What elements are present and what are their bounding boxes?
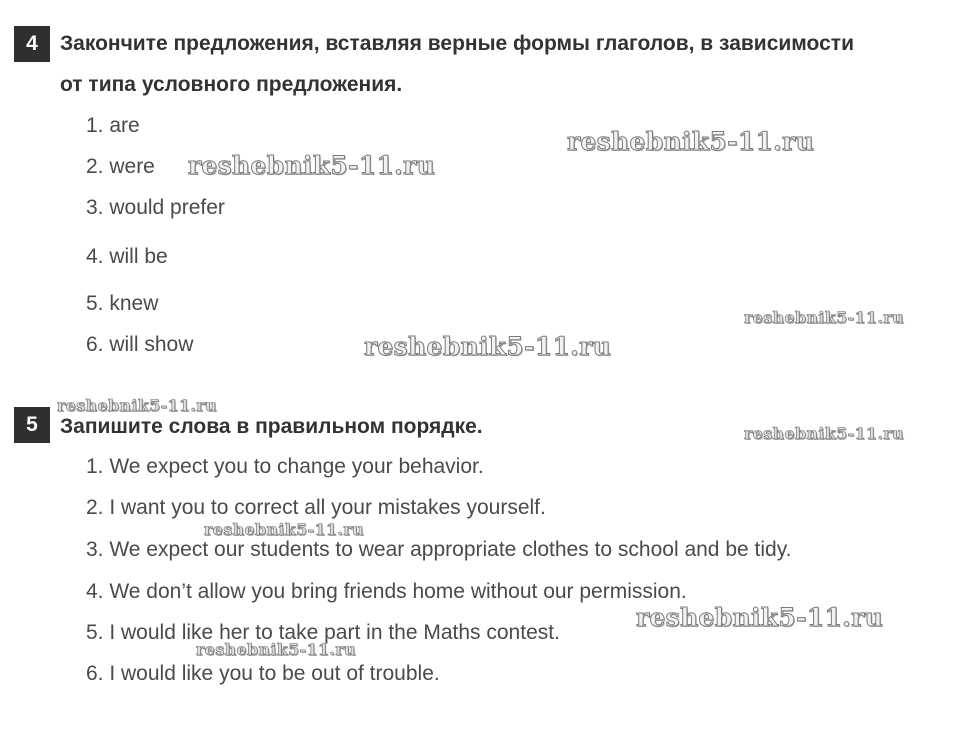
task5-answer-6: 6. I would like you to be out of trouble.	[86, 662, 440, 685]
task5-answer-2: 2. I want you to correct all your mistakes yourself.	[86, 496, 546, 519]
task4-answer-3: 3. would prefer	[86, 196, 225, 219]
task4-title-line2: от типа условного предложения.	[60, 73, 403, 96]
task5-answer-3: 3. We expect our students to wear appropriate clothes to school and be tidy.	[86, 538, 792, 561]
watermark: reshebnik5-11.ru	[636, 603, 884, 632]
watermark: reshebnik5-11.ru	[196, 640, 356, 659]
watermark: reshebnik5-11.ru	[57, 396, 217, 415]
task4-answer-1: 1. are	[86, 114, 140, 137]
task4-answer-4: 4. will be	[86, 245, 168, 268]
watermark: reshebnik5-11.ru	[364, 332, 612, 361]
watermark: reshebnik5-11.ru	[188, 151, 436, 180]
watermark: reshebnik5-11.ru	[744, 308, 904, 327]
task5-answer-4: 4. We don’t allow you bring friends home without our permission.	[86, 580, 687, 603]
task5-answer-1: 1. We expect you to change your behavior.	[86, 455, 484, 478]
task4-title-line1: Закончите предложения, вставляя верные формы глаголов, в зависимости	[60, 32, 854, 55]
task-number-badge-4: 4	[14, 26, 50, 62]
task5-title: Запишите слова в правильном порядке.	[60, 415, 483, 438]
task4-answer-2: 2. were	[86, 155, 155, 178]
watermark: reshebnik5-11.ru	[204, 520, 364, 539]
task5-answer-5: 5. I would like her to take part in the Maths contest.	[86, 621, 560, 644]
watermark: reshebnik5-11.ru	[567, 127, 815, 156]
task-number-badge-5: 5	[14, 407, 50, 443]
watermark: reshebnik5-11.ru	[744, 424, 904, 443]
task4-answer-6: 6. will show	[86, 333, 194, 356]
task4-answer-5: 5. knew	[86, 292, 159, 315]
